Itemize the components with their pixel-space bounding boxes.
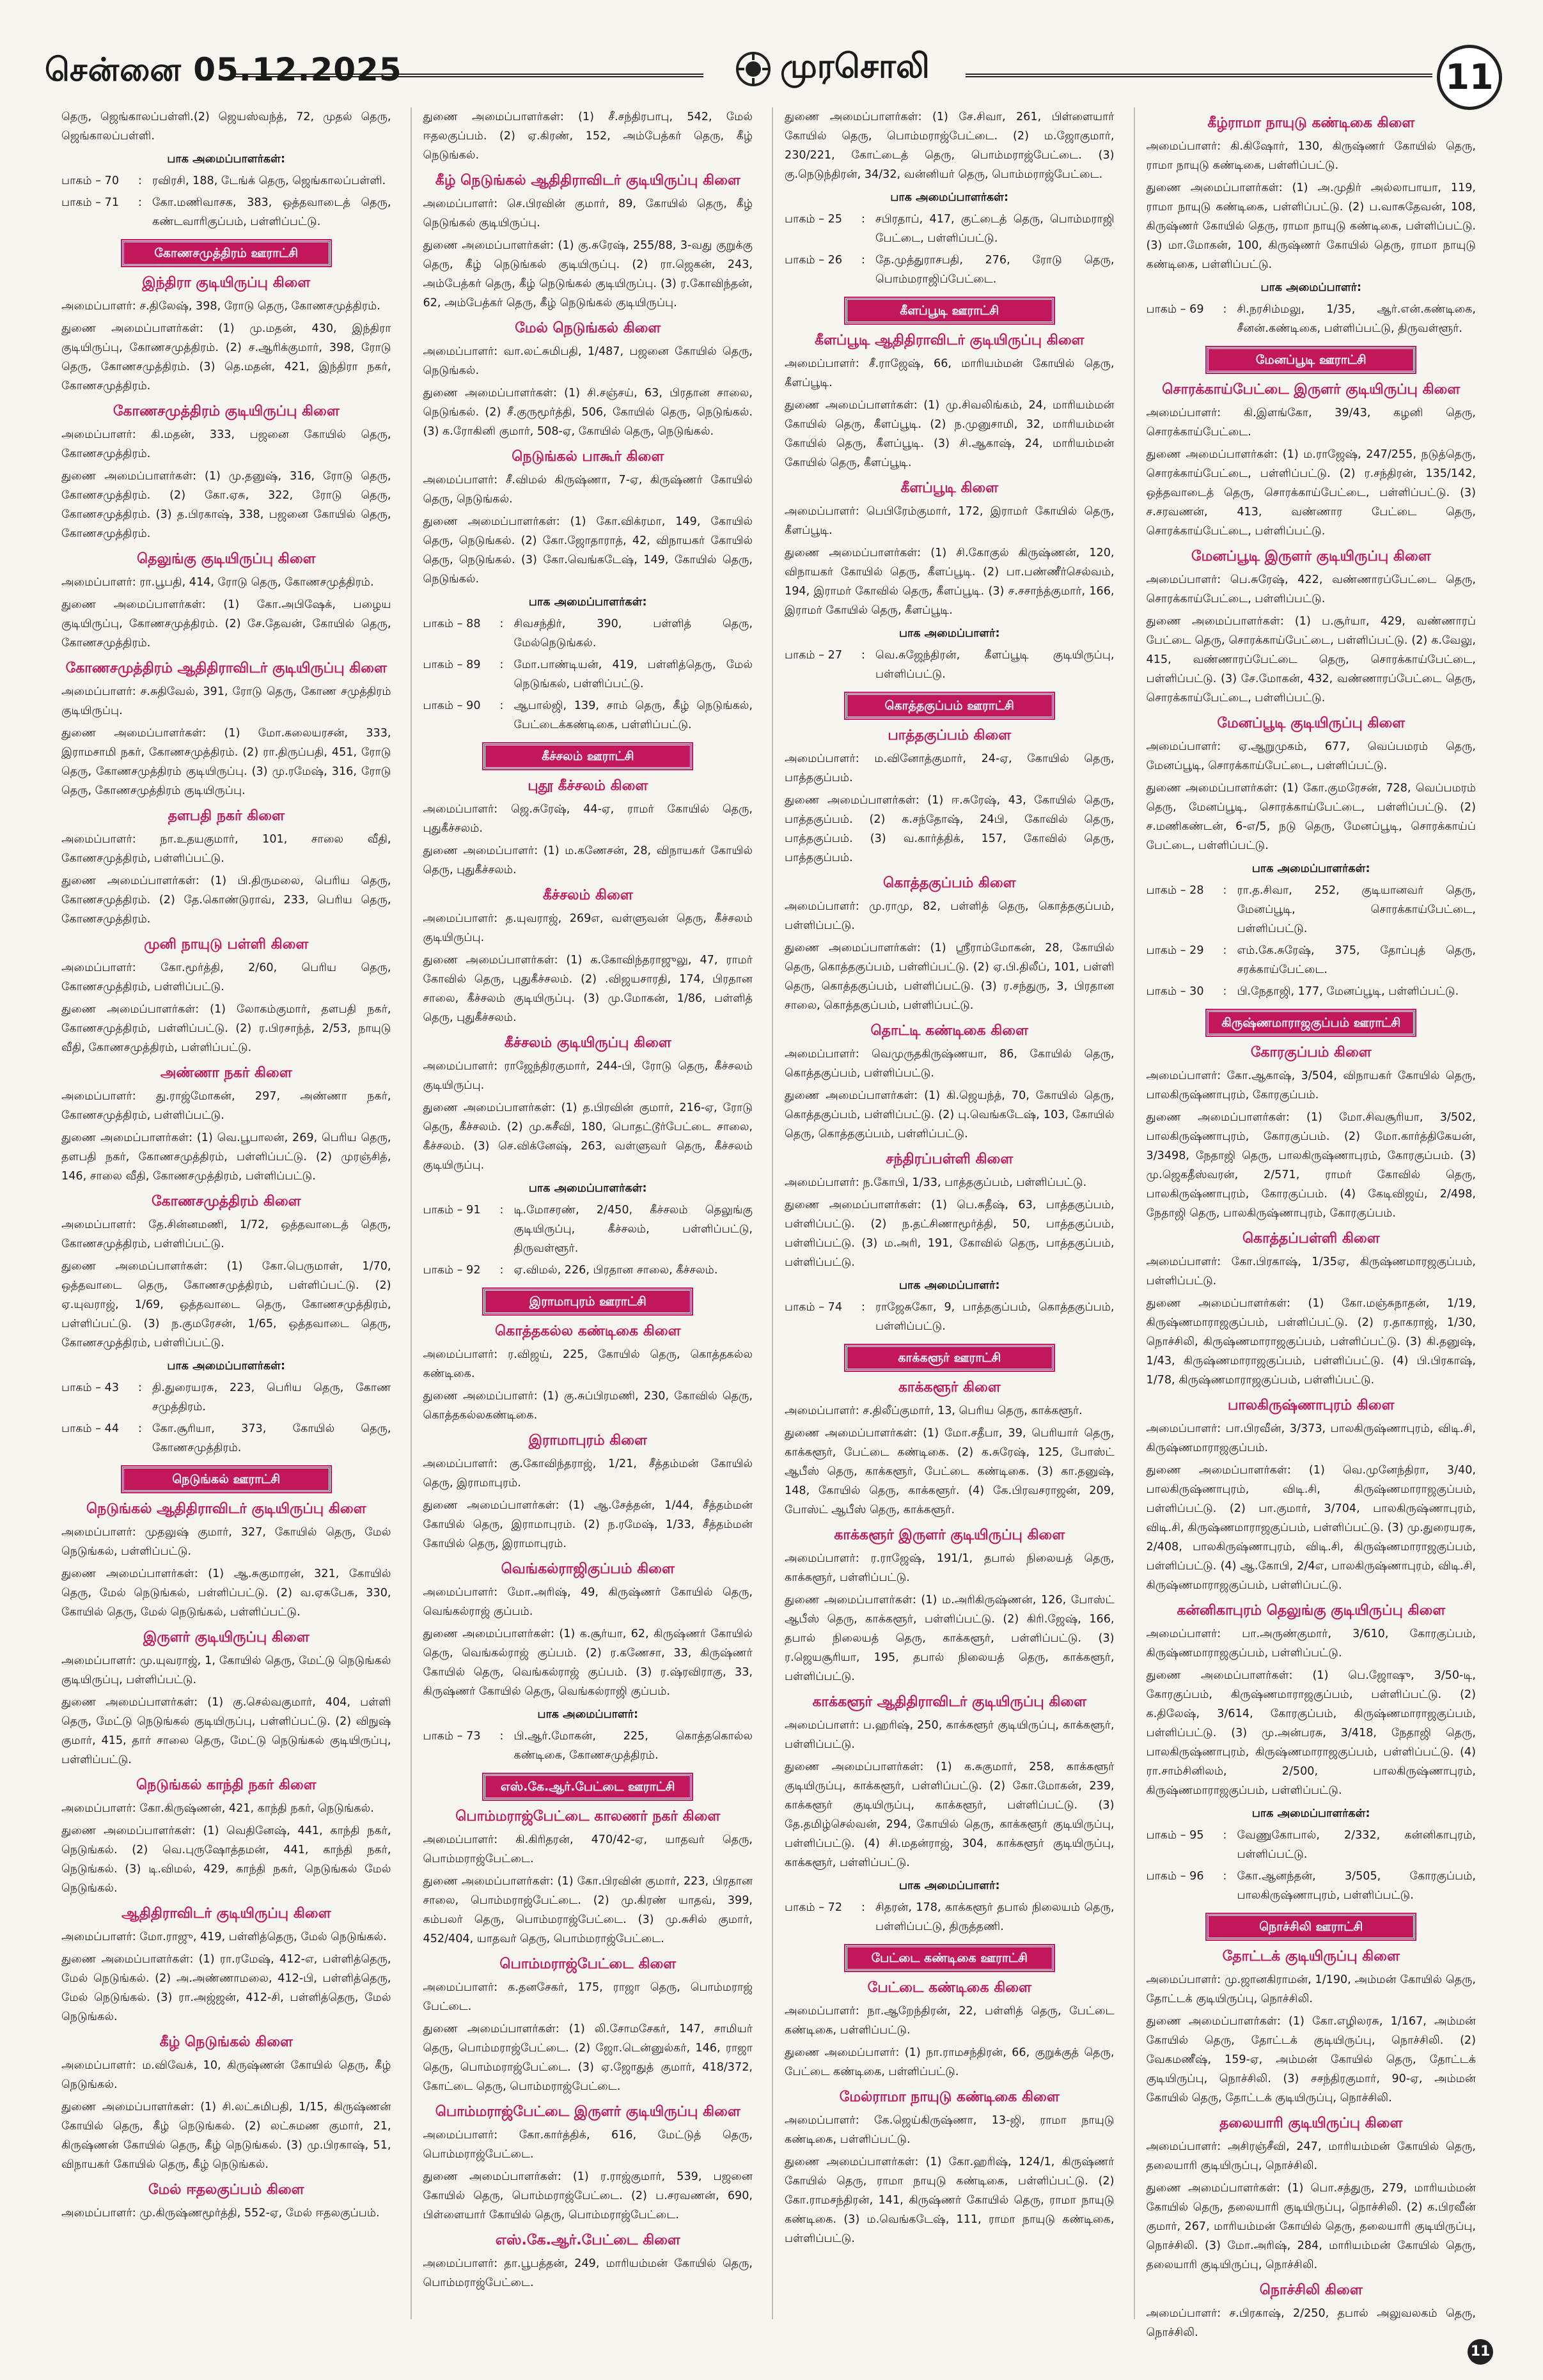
bagam-text: பி.நேதாஜி, 177, மேனப்பூடி, பள்ளிப்பட்டு. [1237,985,1459,998]
paragraph: அமைப்பாளர்: கோ.மூர்த்தி, 2/60, பெரிய தெரு, கோணசமுத்திரம், பள்ளிப்பட்டு. [61,961,391,993]
panchayat-banner: மேனப்பூடி ஊராட்சி [1207,347,1415,373]
paragraph: அமைப்பாளர்: நா.உதயகுமார், 101, சாலை வீதி, கோணசமுத்திரம், பள்ளிப்பட்டு. [61,833,391,865]
branch-heading: கீச்சலம் குடியிருப்பு கிளை [504,1035,671,1051]
branch-heading: கீச்சலம் கிளை [542,887,633,903]
article-columns [61,107,1481,2339]
bagam-text: வேணுகோபால், 2/332, கன்னிகாபுரம், பள்ளிப்பட்டு. [1237,1829,1476,1861]
branch-heading: தெலுங்கு குடியிருப்பு கிளை [137,551,316,567]
panchayat-banner: கிருஷ்ணமாராஜகுப்பம் ஊராட்சி [1207,1010,1415,1036]
paragraph: துணை அமைப்பாளர்கள்: (1) சி.லட்சுமிபதி, 1/15, கிருஷ்ணன் கோயில் தெரு, கீழ் நெடுங்கல். (2) லட்சுமண குமார், 21, கிருஷ்ணன் கோயில் தெரு, கீழ் நெடுங்கல். (3) மு.பிரகாஷ், 51, விநாயகர் கோயில் தெரு, கீழ் நெடுங்கல். [61,2101,391,2171]
section-label: பாக அமைப்பாளர்கள்: [167,1360,286,1373]
paragraph: அமைப்பாளர்: கி.கிரிதரன், 470/42-ஏ, யாதவர் தெரு, பொம்மராஜ்பேட்டை. [423,1833,753,1865]
paragraph: அமைப்பாளர்: மு.ஜானகிராமன், 1/190, அம்மன் கோயில் தெரு, தோட்டக் குடியிருப்பு, நொச்சிலி. [1146,1973,1476,2005]
bagam-number: பாகம் – 69 [1146,303,1204,316]
bagam-row: பாகம் – 30 : பி.நேதாஜி, 177, மேனப்பூடி, பள்ளிப்பட்டு. [1147,982,1476,1001]
bagam-number: பாகம் – 72 [785,1901,843,1914]
bagam-row: பாகம் – 72 : சிதரன், 178, காக்களூர் தபால் நிலையம் தெரு, பள்ளிப்பட்டு, திருத்தணி. [785,1898,1115,1936]
paragraph: தெரு, ஜெங்காலப்பள்ளி.(2) ஜெயஸ்வந்த், 72, முதல் தெரு, ஜெங்காலப்பள்ளி. [61,111,391,143]
paragraph: துணை அமைப்பாளர்கள்: (1) ஸ்ரீராம்மோகன், 28, கோயில் தெரு, கொத்தகுப்பம், பள்ளிப்பட்டு. (2) ஏ.பி.திலீப், 101, பள்ளி தெரு, கொத்தகுப்பம், பள்ளிப்பட்டு. (3) ர.சந்துரு, 3, பிரதான சாலை, கொத்தகுப்பம், பள்ளிப்பட்டு. [785,942,1115,1012]
paragraph: துணை அமைப்பாளர்கள்: (1) சே.சிவா, 261, பிள்ளையார் கோயில் தெரு, பொம்மராஜ்பேட்டை. (2) ம.ஜோகுமார், 230/221, கோட்டைத் தெரு, பொம்மராஜ்பேட்டை. (3) கு.நெடுந்திரன், 34/32, வன்னியர் தெரு, பொம்மராஜ்பேட்டை. [785,111,1115,181]
section-label: பாக அமைப்பாளர்கள்: [1251,1807,1370,1820]
page-number-badge: 11 [1437,45,1502,110]
bagam-row: பாகம் – 91 : டி.மோசரண், 2/450, கீச்சலம் தெலுங்கு குடியிருப்பு, கீச்சலம், பள்ளிப்பட்டு, திருவள்ளூர். [423,1201,753,1258]
branch-heading: இராமாபுரம் கிளை [528,1433,647,1449]
paragraph: அமைப்பாளர்: பெ.சுரேஷ், 422, வண்ணாரப்பேட்டை தெரு, சொரக்காய்பேட்டை, பள்ளிப்பட்டு. [1146,573,1476,605]
paragraph: துணை அமைப்பாளர்கள்: (1) கோ.மஞ்சுநாதன், 1/19, கிருஷ்ணமாராஜகுப்பம், பள்ளிப்பட்டு. (2) ர.தாகராஜ், 1/30, நொச்சிலி, கிருஷ்ணமாராஜகுப்பம், பள்ளிப்பட்டு. (3) கி.தனுஷ், 1/43, கிருஷ்ணமாராஜகுப்பம், பள்ளிப்பட்டு. (4) பி.பிரகாஷ், 1/78, கிருஷ்ணமாராஜகுப்பம், பள்ளிப்பட்டு. [1146,1297,1476,1387]
bagam-row: பாகம் – 25 : சபிரதாப், 417, குட்டைத் தெரு, பொம்மராஜி பேட்டை, பள்ளிப்பட்டு. [785,210,1115,248]
bagam-text: சிவசந்திர், 390, பள்ளித் தெரு, மேல்நெடுங்கல். [513,618,753,649]
paragraph: அமைப்பாளர்: மு.ராமு, 82, பள்ளித் தெரு, கொத்தகுப்பம், பள்ளிப்பட்டு. [785,900,1115,932]
bagam-number: பாகம் – 89 [423,658,481,671]
bagam-text: சி.நரசிம்மலு, 1/35, ஆர்.என்.கண்டிகை, சீனன்.கண்டிகை, பள்ளிப்பட்டு, திருவள்ளூர். [1237,303,1476,335]
paragraph: அமைப்பாளர்: ந.கோபி, 1/33, பாத்தகுப்பம், பள்ளிப்பட்டு. [785,1176,1087,1189]
paragraph: துணை அமைப்பாளர்: (1) நா.ராமசந்திரன், 66, குறுக்குத் தெரு, பேட்டை கண்டிகை, பள்ளிப்பட்டு. [785,2046,1115,2078]
paragraph: அமைப்பாளர்: ம.வினோத்குமார், 24-ஏ, கோயில் தெரு, பாத்தகுப்பம். [785,752,1115,784]
panchayat-banner: கீளப்பூடி ஊராட்சி [845,298,1054,323]
paragraph: துணை அமைப்பாளர்கள்: (1) சி.சஞ்சய், 63, பிரதான சாலை, நெடுங்கல். (2) சீ.குருமூர்த்தி, 506, கோயில் தெரு, நெடுங்கல். (3) க.ரோகினி குமார், 508-ஏ, கோயில் தெரு, நெடுங்கல். [423,387,753,438]
paragraph: அமைப்பாளர்: ர.விஜய், 225, கோயில் தெரு, கொத்தகல்ல கண்டிகை. [423,1348,753,1380]
paragraph: அமைப்பாளர்: தே.சின்னமணி, 1/72, ஒத்தவாடைத் தெரு, கோணசமுத்திரம், பள்ளிப்பட்டு. [61,1218,391,1250]
bagam-row: பாகம் – 29 : எம்.கே.சுரேஷ், 375, தோப்புத் தெரு, சரக்காய்பேட்டை. [1147,941,1476,979]
paragraph: துணை அமைப்பாளர்கள்: (1) லோகம்குமார், தளபதி நகர், கோணசமுத்திரம், பள்ளிப்பட்டு. (2) ர.பிரசாந்த், 2/53, நாயுடு வீதி, கோணசமுத்திரம், பள்ளிப்பட்டு. [61,1003,391,1054]
branch-heading: பாலகிருஷ்ணாபுரம் கிளை [1228,1397,1395,1413]
bagam-row: பாகம் – 88 : சிவசந்திர், 390, பள்ளித் தெரு, மேல்நெடுங்கல். [423,614,753,653]
section-label: பாக அமைப்பாளர்: [898,1279,1000,1292]
branch-heading: நெடுங்கல் காந்தி நகர் கிளை [136,1777,317,1793]
branch-heading: நொச்சிலி கிளை [1259,2282,1363,2298]
branch-heading: கன்னிகாபுரம் தெலுங்கு குடியிருப்பு கிளை [1177,1603,1446,1619]
bagam-text: ரவிரசி, 188, டேங்க் தெரு, ஜெங்காலப்பள்ளி. [152,175,386,187]
bagam-number: பாகம் – 74 [785,1301,843,1314]
brand-name: முரசொலி [780,47,930,86]
column-3 [772,107,1120,2319]
column-2 [411,107,758,2319]
paragraph: துணை அமைப்பாளர்கள்: (1) ஆ.சுகுமாரன், 321, கோயில் தெரு, மேல் நெடுங்கல், பள்ளிப்பட்டு. (2) வ.ஏசுபேசு, 330, கோயில் தெரு, மேல் நெடுங்கல், பள்ளிப்பட்டு. [61,1567,391,1619]
bagam-number: பாகம் – 91 [423,1204,481,1217]
bagam-text: கோ.மணிவாசக, 383, ஒத்தவாடைத் தெரு, கண்டவாரிகுப்பம், பள்ளிப்பட்டு. [152,196,391,228]
branch-heading: சொரக்காய்பேட்டை இருளர் குடியிருப்பு கிளை [1162,382,1461,398]
bagam-number: பாகம் – 44 [61,1422,120,1435]
bagam-text: கோ.ஆனந்தன், 3/505, கோரகுப்பம், பாலகிருஷ்ணாபுரம், பள்ளிப்பட்டு. [1237,1870,1476,1902]
branch-heading: காக்களூர் ஆதிதிராவிடர் குடியிருப்பு கிளை [812,1694,1087,1710]
bagam-row: பாகம் – 43 : தி.துரையரசு, 223, பெரிய தெரு, கோண சமுத்திரம். [61,1378,391,1417]
bagam-row: பாகம் – 90 : ஆபால்ஜி, 139, சாம் தெரு, கீழ் நெடுங்கல், பேட்டைக்கண்டிகை, பள்ளிப்பட்டு. [423,696,753,735]
section-label: பாக அமைப்பாளர்கள்: [1251,862,1370,875]
paragraph: துணை அமைப்பாளர்: (1) ம.கணேசன், 28, விநாயகர் கோயில் தெரு, புதுகீச்சலம். [423,844,753,876]
bagam-row: பாகம் – 26 : தே.முத்துராசபதி, 276, ரோடு தெரு, பொம்மராஜிப்பேட்டை. [785,251,1115,289]
branch-heading: நெடுங்கல் பாகூர் கிளை [512,449,664,465]
branch-heading: பேட்டை கண்டிகை கிளை [867,1980,1031,1996]
bagam-row: பாகம் – 96 : கோ.ஆனந்தன், 3/505, கோரகுப்பம், பாலகிருஷ்ணாபுரம், பள்ளிப்பட்டு. [1147,1867,1476,1905]
paragraph: அமைப்பாளர்: மோ.ராஜு, 419, பள்ளித்தெரு, மேல் நெடுங்கல். [61,1931,387,1943]
paragraph: துணை அமைப்பாளர்கள்: (1) கோ.விக்ரமா, 149, கோயில் தெரு, நெடுங்கல். (2) கோ.ஜோதாராத், 42, விநாயகர் கோயில் தெரு, நெடுங்கல். (3) கோ.வெங்கடேஷ், 149, கோயில் தெரு, நெடுங்கல். [423,515,753,586]
bagam-number: பாகம் – 25 [785,213,843,226]
paragraph: துணை அமைப்பாளர்கள்: (1) கோ.எழிலரசு, 1/167, அம்மன் கோயில் தெரு, தோட்டக் குடியிருப்பு, நொச்சிலி. (2) வேகமணீஷ், 159-ஏ, அம்மன் கோயில் தெரு, தோட்டக் குடியிருப்பு, நொச்சிலி. (3) சசந்திரகுமார், 90-ஏ, அம்மன் கோயில் தெரு, தோட்டக் குடியிருப்பு, நொச்சிலி. [1146,2015,1476,2104]
newspaper-brand [735,47,930,90]
paragraph: அமைப்பாளர்: கோ.கிருஷ்ணன், 421, காந்தி நகர், நெடுங்கல். [61,1802,374,1815]
branch-heading: பொம்மராஜ்பேட்டை கிளை [499,1956,677,1972]
paragraph: அமைப்பாளர்: அசிரஞ்சீவி, 247, மாரியம்மன் கோயில் தெரு, தலையாரி குடியிருப்பு, நொச்சிலி. [1146,2140,1476,2172]
branch-heading: மேல் ஈதலகுப்பம் கிளை [148,2182,304,2198]
branch-heading: கீழ் நெடுங்கல் ஆதிதிராவிடர் குடியிருப்பு கிளை [435,173,740,189]
paragraph: துணை அமைப்பாளர்கள்: (1) அ.முதிர் அல்லாபாயா, 119, ராமா நாயுடு கண்டிகை, பள்ளிப்பட்டு. (2) ப.வாசுதேவன், 108, கிருஷ்ணர் கோயில் தெரு, ராமா நாயுடு கண்டிகை, பள்ளிப்பட்டு. (3) மா.மோகன், 100, கிருஷ்ணர் கோயில் தெரு, ராமா நாயுடு கண்டிகை, பள்ளிப்பட்டு. [1146,182,1476,271]
footer-page-number: 11 [1468,2339,1493,2365]
paragraph: அமைப்பாளர்: மு.யுவராஜ், 1, கோயில் தெரு, மேட்டு நெடுங்கல் குடியிருப்பு, பள்ளிப்பட்டு. [61,1654,391,1686]
paragraph: அமைப்பாளர்: ரா.பூபதி, 414, ரோடு தெரு, கோணசமுத்திரம். [61,576,374,589]
paragraph: அமைப்பாளர்: கி.கிஷோர், 130, கிருஷ்ணர் கோயில் தெரு, ராமா நாயுடு கண்டிகை, பள்ளிப்பட்டு. [1146,140,1476,172]
paragraph: அமைப்பாளர்: மு.கிருஷ்ணமூர்த்தி, 552-ஏ, மேல் ஈதலகுப்பம். [61,2207,380,2220]
paragraph: அமைப்பாளர்: கோ.கார்த்திக், 616, மேட்டுத் தெரு, பொம்மராஜ்பேட்டை. [423,2129,753,2161]
bagam-number: பாகம் – 29 [1146,944,1204,957]
sun-logo-icon [735,51,771,87]
panchayat-banner: பேட்டை கண்டிகை ஊராட்சி [845,1945,1054,1971]
branch-heading: கோரகுப்பம் கிளை [1250,1045,1372,1061]
paragraph: அமைப்பாளர்: ப.ஹரிஷ், 250, காக்களூர் குடியிருப்பு, காக்களூர், பள்ளிப்பட்டு. [785,1719,1115,1751]
paragraph: துணை அமைப்பாளர்கள்: (1) ஆ.சேத்தன், 1/44, சீத்தம்மன் கோயில் தெரு, இராமாபுரம். (2) ந.ரமேஷ், 1/33, சீத்தம்மன் கோயில் தெரு, இராமாபுரம். [423,1499,753,1550]
paragraph: துணை அமைப்பாளர்கள்: (1) ர.ராஜ்குமார், 539, பஜனை கோயில் தெரு, பொம்மராஜ்பேட்டை. (2) ப.சரவணன், 690, பிள்ளையார் கோயில் தெரு, பொம்மராஜ்பேட்டை. [423,2170,753,2221]
panchayat-banner: கொத்தகுப்பம் ஊராட்சி [845,693,1054,719]
bagam-row: பாகம் – 44 : கோ.சூரியா, 373, கோயில் தெரு, கோணசமுத்திரம். [61,1419,391,1458]
bagam-number: பாகம் – 71 [61,196,120,209]
branch-heading: கீழ் நெடுங்கல் கிளை [159,2034,293,2050]
paragraph: துணை அமைப்பாளர்கள்: (1) மு.சிவலிங்கம், 24, மாரியம்மன் கோயில் தெரு, கீளப்பூடி. (2) ந.முனுசாமி, 32, மாரியம்மன் கோயில் தெரு, கீளப்பூடி. (3) சி.ஆகாஷ், 24, மாரியம்மன் கோயில் தெரு, கீளப்பூடி. [785,399,1115,469]
branch-heading: முனி நாயுடு பள்ளி கிளை [144,937,309,953]
paragraph: அமைப்பாளர்: ஜெ.சுரேஷ், 44-ஏ, ராமர் கோயில் தெரு, புதுகீச்சலம். [423,803,753,835]
bagam-text: தி.துரையரசு, 223, பெரிய தெரு, கோண சமுத்திரம். [152,1381,391,1413]
branch-heading: கீழ்ராமா நாயுடு கண்டிகை கிளை [1207,115,1415,131]
paragraph: துணை அமைப்பாளர்கள்: (1) க.சூர்யா, 62, கிருஷ்ணர் கோயில் தெரு, வெங்கல்ராஜ் குப்பம். (2) ர.கணேசா, 33, கிருஷ்ணர் கோயில் தெரு, வெங்கல்ராஜ் குப்பம். (3) ர.ஷ்ரவிராகு, 33, கிருஷ்ணர் கோயில் தெரு, வெங்கல்ராஜி குப்பம். [423,1628,753,1698]
masthead-rule-right [966,74,1432,77]
bagam-text: கோ.சூரியா, 373, கோயில் தெரு, கோணசமுத்திரம். [152,1422,391,1454]
paragraph: அமைப்பாளர்: ராஜேந்திரகுமார், 244-பி, ரோடு தெரு, கீச்சலம் குடியிருப்பு. [423,1060,753,1092]
paragraph: துணை அமைப்பாளர்கள்: (1) க.கோவிந்தராஜுலு, 47, ராமர் கோவில் தெரு, புதுகீச்சலம். (2) .விஜயசாரதி, 174, பிரதான சாலை, கீச்சலம் குடியிருப்பு. (3) மு.மோகன், 1/86, பள்ளித் தெரு, புதுகீச்சலம். [423,954,753,1024]
paragraph: அமைப்பாளர்: கோ.பிரகாஷ், 1/35ஏ, கிருஷ்ணமாரஜகுப்பம், பள்ளிப்பட்டு. [1146,1256,1476,1287]
paragraph: அமைப்பாளர்: த.யுவராஜ், 269எ, வள்ளுவன் தெரு, கீச்சலம் குடியிருப்பு. [423,912,753,944]
bagam-number: பாகம் – 27 [785,649,843,662]
paragraph: துணை அமைப்பாளர்கள்: (1) பொ.சத்துரு, 279, மாரியம்மன் கோயில் தெரு, தலையாரி குடியிருப்பு, நொச்சிலி. (2) க.பிரவீன் குமார், 267, மாரியம்மன் கோயில் தெரு, தலையாரி குடியிருப்பு, நொச்சிலி. (3) மோ.அரிஷ், 284, மாரியம்மன் கோயில் தெரு, தலையாரி குடியிருப்பு, நொச்சிலி. [1146,2182,1476,2271]
branch-heading: காக்களூர் கிளை [898,1380,1001,1396]
paragraph: துணை அமைப்பாளர்கள்: (1) மோ.கலையரசன், 333, இராமசாமி நகர், கோணசமுத்திரம். (2) ரா.திருப்பதி, 451, ரோடு தெரு, கோணசமுத்திரம் குடியிருப்பு. (3) மு.ரமேஷ், 316, ரோடு தெரு, கோணசமுத்திரம் குடியிருப்பு. [61,727,391,797]
paragraph: அமைப்பாளர்: வா.லட்சுமிபதி, 1/487, பஜனை கோயில் தெரு, நெடுங்கல். [423,345,753,377]
bagam-row: பாகம் – 89 : மோ.பாண்டியன், 419, பள்ளித்தெரு, மேல் நெடுங்கல், பள்ளிப்பட்டு. [423,655,753,694]
paragraph: அமைப்பாளர்: ச.சுதிவேல், 391, ரோடு தெரு, கோண சமுத்திரம் குடியிருப்பு. [61,685,391,717]
paragraph: துணை அமைப்பாளர்கள்: (1) பெ.சுதீஷ், 63, பாத்தகுப்பம், பள்ளிப்பட்டு. (2) ந.தட்சிணாமூர்த்தி, 50, பாத்தகுப்பம், பள்ளிப்பட்டு. (3) ம.அரி, 191, கோவில் தெரு, பாத்தகுப்பம், பள்ளிப்பட்டு. [785,1199,1115,1269]
panchayat-banner: நெடுங்கல் ஊராட்சி [122,1466,331,1492]
section-label: பாக அமைப்பாளர்கள்: [528,596,647,609]
section-label: பாக அமைப்பாளர்கள்: [528,1182,647,1195]
panchayat-banner: எஸ்.கே.ஆர்.பேட்டை ஊராட்சி [483,1774,692,1800]
paragraph: அமைப்பாளர்: கி.மதன், 333, பஜனை கோயில் தெரு, கோணசமுத்திரம். [61,428,391,460]
paragraph: துணை அமைப்பாளர்: (1) கு.சுப்பிரமணி, 230, கோவில் தெரு, கொத்தகல்லகண்டிகை. [423,1390,753,1422]
paragraph: துணை அமைப்பாளர்கள்: (1) வெ.முனேந்திரா, 3/40, பாலகிருஷ்ணாபுரம், விடி.சி, கிருஷ்ணமாராஜகுப்பம், பள்ளிப்பட்டு. (2) பா.குமார், 3/704, பாலகிருஷ்ணாபுரம், விடி.சி, கிருஷ்ணமாராஜகுப்பம், பள்ளிப்பட்டு. (3) மு.துரையரசு, 2/408, பாலகிருஷ்ணாபுரம், விடி.சி, கிருஷ்ணமாராஜகுப்பம், பள்ளிப்பட்டு. (4) ஆ.கோபி, 2/4எ, பாலகிருஷ்ணாபுரம், விடி.சி, கிருஷ்ணமாராஜகுப்பம், பள்ளிப்பட்டு. [1146,1464,1476,1592]
section-label: பாக அமைப்பாளர்: [537,1708,638,1721]
paragraph: அமைப்பாளர்: கோ.ஆகாஷ், 3/504, விநாயகர் கோயில் தெரு, பாலகிருஷ்ணாபுரம், கோரகுப்பம். [1146,1069,1476,1101]
branch-heading: மேனப்பூடி குடியிருப்பு கிளை [1217,715,1406,731]
paragraph: துணை அமைப்பாளர்கள்: (1) ப.சூர்யா, 429, வண்ணாரப் பேட்டை தெரு, சொரக்காய்பேட்டை, பள்ளிப்பட்டு. (2) க.வேலு, 415, வண்ணாரப்பேட்டை தெரு, சொரக்காய்பேட்டை, பள்ளிப்பட்டு. (3) சே.மோகன், 432, வண்ணாரப்பேட்டை தெரு, சொரக்காய்பேட்டை, பள்ளிப்பட்டு. [1146,615,1476,704]
panchayat-banner: காக்களூர் ஊராட்சி [845,1345,1054,1371]
bagam-row: பாகம் – 73 : பி.ஆர்.மோகன், 225, கொத்தகொல்ல கண்டிகை, கோணசமுத்திரம். [423,1727,753,1765]
branch-heading: பாத்தகுப்பம் கிளை [888,727,1012,743]
bagam-number: பாகம் – 43 [61,1381,120,1394]
paragraph: அமைப்பாளர்: செ.பிரவின் குமார், 89, கோயில் தெரு, கீழ் நெடுங்கல் குடியிருப்பு. [423,198,753,229]
paragraph: துணை அமைப்பாளர்கள்: (1) க.சுகுமார், 258, காக்களூர் குடியிருப்பு, காக்களூர், பள்ளிப்பட்டு. (2) கோ.மோகன், 239, காக்களூர் குடியிருப்பு, காக்களூர், பள்ளிப்பட்டு. (3) தே.தமிழ்செல்வன், 294, கோயில் தெரு, காக்களூர் குடியிருப்பு, பள்ளிப்பட்டு. (4) சி.மதன்ராஜ், 304, காக்களூர் குடியிருப்பு, காக்களூர், பள்ளிப்பட்டு. [785,1761,1115,1869]
branch-heading: தொட்டி கண்டிகை கிளை [870,1023,1028,1039]
branch-heading: சந்திரப்பள்ளி கிளை [886,1151,1014,1167]
bagam-row: பாகம் – 70 : ரவிரசி, 188, டேங்க் தெரு, ஜெங்காலப்பள்ளி. [61,171,391,191]
paragraph: அமைப்பாளர்: க.தனசேகர், 175, ராஜா தெரு, பொம்மராஜ் பேட்டை. [423,1981,753,2013]
paragraph: அமைப்பாளர்: ம.விவேக், 10, கிருஷ்ணன் கோயில் தெரு, கீழ் நெடுங்கல். [61,2059,391,2091]
masthead [38,45,1505,115]
bagam-number: பாகம் – 92 [423,1264,481,1277]
bagam-text: எம்.கே.சுரேஷ், 375, தோப்புத் தெரு, சரக்காய்பேட்டை. [1237,944,1476,976]
paragraph: அமைப்பாளர்: தா.பூபத்தன், 249, மாரியம்மன் கோயில் தெரு, பொம்மராஜ்பேட்டை. [423,2257,753,2289]
branch-heading: தலையாரி குடியிருப்பு கிளை [1219,2115,1403,2131]
paragraph: அமைப்பாளர்: பா.அருண்குமார், 3/610, கோரகுப்பம், கிருஷ்ணமாராஜகுப்பம், பள்ளிப்பட்டு. [1146,1628,1476,1660]
bagam-row: பாகம் – 71 : கோ.மணிவாசக, 383, ஒத்தவாடைத் தெரு, கண்டவாரிகுப்பம், பள்ளிப்பட்டு. [61,193,391,231]
paragraph: துணை அமைப்பாளர்கள்: (1) த.பிரவின் குமார், 216-ஏ, ரோடு தெரு, கீச்சலம். (2) மு.சுசீவி, 180, பொதட்டூர்பேட்டை சாலை, கீச்சலம். (3) செ.விக்னேஷ், 263, வள்ளுவர் தெரு, கீச்சலம் குடியிருப்பு. [423,1101,753,1172]
branch-heading: நெடுங்கல் ஆதிதிராவிடர் குடியிருப்பு கிளை [86,1501,366,1517]
paragraph: துணை அமைப்பாளர்கள்: (1) கு.சுரேஷ், 255/88, 3-வது குறுக்கு தெரு, கீழ் நெடுங்கல் குடியிருப்பு. (2) ரா.ஜெகன், 243, அம்பேத்கர் தெரு, கீழ் நெடுங்கல் குடியிருப்பு. (3) ர.கோவிந்தன், 62, அம்பேத்கர் தெரு, கீழ் நெடுங்கல் குடியிருப்பு. [423,239,753,309]
branch-heading: தளபதி நகர் கிளை [168,808,285,824]
paragraph: துணை அமைப்பாளர்கள்: (1) மோ.சிவசூரியா, 3/502, பாலகிருஷ்ணாபுரம், கோரகுப்பம். (2) மோ.கார்த்திகேயன், 3/3498, நேதாஜி தெரு, பாலகிருஷ்ணாபுரம், கோரகுப்பம். (3) மு.ஜெகதீஸ்வரன், 2/571, ராமர் கோவில் தெரு, பாலகிருஷ்ணாபுரம், கோரகுப்பம். (4) கேடிவிஜய், 2/498, நேதாஜி தெரு, பாலகிருஷ்ணாபுரம், கோரகுப்பம். [1146,1111,1476,1220]
bagam-text: ஆபால்ஜி, 139, சாம் தெரு, கீழ் நெடுங்கல், பேட்டைக்கண்டிகை, பள்ளிப்பட்டு. [513,699,753,731]
branch-heading: இந்திரா குடியிருப்பு கிளை [142,275,311,291]
bagam-number: பாகம் – 88 [423,618,481,630]
branch-heading: கோணசமுத்திரம் குடியிருப்பு கிளை [113,403,340,419]
section-label: பாக அமைப்பாளர்கள்: [167,153,286,166]
paragraph: துணை அமைப்பாளர்கள்: (1) கோ.பெருமாள், 1/70, ஒத்தவாடை தெரு, கோணசமுத்திரம், பள்ளிப்பட்டு. (2) ஏ.யுவராஜ், 1/69, ஒத்தவாடை தெரு, கோணசமுத்திரம், பள்ளிப்பட்டு. (3) ந.குமரேசன், 1/65, ஒத்தவாடை தெரு, கோணசமுத்திரம், பள்ளிப்பட்டு. [61,1260,391,1349]
branch-heading: மேல்ராமா நாயுடு கண்டிகை கிளை [839,2089,1060,2105]
bagam-text: டி.மோசரண், 2/450, கீச்சலம் தெலுங்கு குடியிருப்பு, கீச்சலம், பள்ளிப்பட்டு, திருவள்ளூர். [513,1204,753,1255]
branch-heading: புதூ கீச்சலம் கிளை [528,778,648,794]
bagam-row: பாகம் – 28 : ரா.த.சிவா, 252, குடியானவர் தெரு, மேனப்பூடி, சொரக்காய்பேட்டை, பள்ளிப்பட்டு. [1147,881,1476,938]
branch-heading: காக்களூர் இருளர் குடியிருப்பு கிளை [834,1527,1065,1543]
paragraph: அமைப்பாளர்: ச.திலேஷ், 398, ரோடு தெரு, கோணசமுத்திரம். [61,300,380,313]
branch-heading: கோணசமுத்திரம் ஆதிதிராவிடர் குடியிருப்பு கிளை [65,660,387,676]
paragraph: துணை அமைப்பாளர்கள்: (1) மு.தனுஷ், 316, ரோடு தெரு, கோணசமுத்திரம். (2) கோ.ஏசு, 322, ரோடு தெரு, கோணசமுத்திரம். (3) த.பிரகாஷ், 338, பஜனை கோயில் தெரு, கோணசமுத்திரம். [61,470,391,540]
bagam-row: பாகம் – 69 : சி.நரசிம்மலு, 1/35, ஆர்.என்.கண்டிகை, சீனன்.கண்டிகை, பள்ளிப்பட்டு, திருவள்ளூர். [1147,300,1476,338]
paragraph: துணை அமைப்பாளர்கள்: (1) ம.அரிகிருஷ்ணன், 126, போஸ்ட் ஆபீஸ் தெரு, காக்களூர், பள்ளிப்பட்டு. (2) கிரி.ஜேஷ், 166, தபால் நிலையத் தெரு, காக்களூர், பள்ளிப்பட்டு. (3) ர.ஜெயசூரியா, 195, தபால் நிலையத் தெரு, காக்களூர், பள்ளிப்பட்டு. [785,1594,1115,1683]
paragraph: அமைப்பாளர்: து.ராஜ்மோகன், 297, அண்ணா நகர், கோணசமுத்திரம், பள்ளிப்பட்டு. [61,1090,391,1122]
paragraph: துணை அமைப்பாளர்கள்: (1) கு.செல்வகுமார், 404, பள்ளி தெரு, மேட்டு நெடுங்கல் குடியிருப்பு, பள்ளிப்பட்டு. (2) விநுஷ் குமார், 415, தார் சாலை தெரு, மேட்டு நெடுங்கல் குடியிருப்பு, பள்ளிப்பட்டு. [61,1696,391,1766]
column-4 [1134,107,1482,2339]
branch-heading: தோட்டக் குடியிருப்பு கிளை [1222,1948,1400,1964]
bagam-number: பாகம் – 30 [1146,985,1204,998]
branch-heading: எஸ்.கே.ஆர்.பேட்டை கிளை [495,2232,680,2248]
paragraph: அமைப்பாளர்: நா.ஆறேந்திரன், 22, பள்ளித் தெரு, பேட்டை கண்டிகை, பள்ளிப்பட்டு. [785,2005,1115,2037]
branch-heading: மேனப்பூடி இருளர் குடியிருப்பு கிளை [1191,548,1431,564]
branch-heading: கீளப்பூடி ஆதிதிராவிடர் குடியிருப்பு கிளை [815,332,1085,348]
paragraph: அமைப்பாளர்: கி.இளங்கோ, 39/43, கழனி தெரு, சொரக்காய்பேட்டை. [1146,407,1476,439]
branch-heading: அண்ணா நகர் கிளை [160,1065,292,1081]
paragraph: அமைப்பாளர்: பா.பிரவீன், 3/373, பாலகிருஷ்ணாபுரம், விடி.சி, கிருஷ்ணமாராஜகுப்பம். [1146,1422,1476,1454]
bagam-text: ரா.த.சிவா, 252, குடியானவர் தெரு, மேனப்பூடி, சொரக்காய்பேட்டை, பள்ளிப்பட்டு. [1237,884,1476,935]
section-label: பாக அமைப்பாளர்: [898,627,1000,640]
paragraph: அமைப்பாளர்: கு.கோவிந்தராஜ், 1/21, சீத்தம்மன் கோயில் தெரு, இராமாபுரம். [423,1458,753,1489]
bagam-row: பாகம் – 27 : வெ.சுஜேந்திரன், கீளப்பூடி குடியிருப்பு, பள்ளிப்பட்டு. [785,646,1115,684]
paragraph: அமைப்பாளர்: முதலுஷ் குமார், 327, கோயில் தெரு, மேல் நெடுங்கல், பள்ளிப்பட்டு. [61,1526,391,1558]
bagam-number: பாகம் – 70 [61,175,120,187]
branch-heading: மேல் நெடுங்கல் கிளை [515,320,661,336]
bagam-text: சிதரன், 178, காக்களூர் தபால் நிலையம் தெரு, பள்ளிப்பட்டு, திருத்தணி. [875,1901,1115,1933]
paragraph: துணை அமைப்பாளர்கள்: (1) கோ.குமரேசன், 728, வெப்பமரம் தெரு, மேனப்பூடி, சொரக்காய்பேட்டை, பள்ளிப்பட்டு. (2) ச.மணிகண்டன், 6-எ/5, நடு தெரு, மேனப்பூடி, சொரக்காய்ப் பேட்டை, பள்ளிப்பட்டு. [1146,782,1476,852]
paragraph: துணை அமைப்பாளர்கள்: (1) லி.சோமசேகர், 147, சாமியர் தெரு, பொம்மராஜ்பேட்டை. (2) ஜோ.டென்னுல்கர், 146, ராஜா தெரு, பொம்மராஜ்பேட்டை. (3) ஏ.ஜோதுத் குமார், 418/372, கோட்டை தெரு, பொம்மராஜ்பேட்டை. [423,2023,753,2093]
bagam-row: பாகம் – 92 : ஏ.விமல், 226, பிரதான சாலை, கீச்சலம். [423,1261,753,1280]
paragraph: துணை அமைப்பாளர்கள்: (1) சீ.சந்திரபாபு, 542, மேல் ஈதலகுப்பம். (2) ஏ.கிரண், 152, அம்பேத்கர் தெரு, கீழ் நெடுங்கல். [423,111,753,162]
branch-heading: கோணசமுத்திரம் கிளை [151,1194,301,1209]
paragraph: அமைப்பாளர்: கே.ஜெய்கிருஷ்ணா, 13-ஜி, ராமா நாயுடு கண்டிகை, பள்ளிப்பட்டு. [785,2114,1115,2146]
branch-heading: பொம்மராஜ்பேட்டை இருளர் குடியிருப்பு கிளை [435,2104,740,2120]
paragraph: அமைப்பாளர்: மோ.அரிஷ், 49, கிருஷ்ணர் கோயில் தெரு, வெங்கல்ராஜ் குப்பம். [423,1586,753,1618]
paragraph: அமைப்பாளர்: ர.ராஜேஷ், 191/1, தபால் நிலையத் தெரு, காக்களூர், பள்ளிப்பட்டு. [785,1552,1115,1584]
section-label: பாக அமைப்பாளர்கள்: [890,191,1009,204]
bagam-number: பாகம் – 73 [423,1730,481,1743]
paragraph: துணை அமைப்பாளர்கள்: (1) ரா.ரமேஷ், 412-எ, பள்ளித்தெரு, மேல் நெடுங்கல். (2) அ.அண்ணாமலை, 412-பி, பள்ளித்தெரு, மேல் நெடுங்கல். (3) ரா.அஜ்ஜன், 412-சி, பள்ளித்தெரு, மேல் நெடுங்கல். [61,1953,391,2023]
bagam-number: பாகம் – 95 [1146,1829,1204,1842]
paragraph: அமைப்பாளர்: ஏ.ஆறுமுகம், 677, வெப்பமரம் தெரு, மேனப்பூடி, சொரக்காய்பேட்டை, பள்ளிப்பட்டு. [1146,740,1476,772]
panchayat-banner: நொச்சிலி ஊராட்சி [1207,1914,1415,1940]
branch-heading: வெங்கல்ராஜிகுப்பம் கிளை [501,1561,675,1577]
branch-heading: பொம்மராஜ்பேட்டை காலணர் நகர் கிளை [455,1808,721,1824]
bagam-number: பாகம் – 96 [1146,1870,1204,1883]
bagam-text: வெ.சுஜேந்திரன், கீளப்பூடி குடியிருப்பு, பள்ளிப்பட்டு. [875,649,1115,681]
paragraph: துணை அமைப்பாளர்கள்: (1) சி.கோகுல் கிருஷ்ணன், 120, விநாயகர் கோயில் தெரு, கீளப்பூடி. (2) பா.பண்ணீர்செல்வம், 194, இராமர் கோவில் தெரு, கீளப்பூடி. (3) ச.சசாந்த்குமார், 166, இராமர் கோயில் தெரு, கீளப்பூடி. [785,547,1115,617]
bagam-row: பாகம் – 95 : வேணுகோபால், 2/332, கன்னிகாபுரம், பள்ளிப்பட்டு. [1147,1826,1476,1864]
paragraph: துணை அமைப்பாளர்கள்: (1) வெ.பூபாலன், 269, பெரிய தெரு, தளபதி நகர், கோணசமுத்திரம், பள்ளிப்பட்டு. (2) முரஞ்சித், 146, சாலை வீதி, கோணசமுத்திரம், பள்ளிப்பட்டு. [61,1132,391,1183]
paragraph: துணை அமைப்பாளர்கள்: (1) பி.திருமலை, பெரிய தெரு, கோணசமுத்திரம். (2) தே.கொண்டுராவ், 233, பெரிய தெரு, கோணசமுத்திரம். [61,875,391,926]
bagam-row: பாகம் – 74 : ராஜேசுகோ, 9, பாத்தகுப்பம், கொத்தகுப்பம், பள்ளிப்பட்டு. [785,1298,1115,1336]
branch-heading: கொத்தப்பள்ளி கிளை [1242,1231,1380,1247]
paragraph: துணை அமைப்பாளர்கள்: (1) கோ.அபிஷேக், பழைய குடியிருப்பு, கோணசமுத்திரம். (2) சே.தேவன், கோயில் தெரு, கோணசமுத்திரம். [61,598,391,649]
bagam-number: பாகம் – 26 [785,254,843,267]
paragraph: அமைப்பாளர்: சீ.ராஜேஷ், 66, மாரியம்மன் கோயில் தெரு, கீளப்பூடி. [785,357,1115,389]
branch-heading: ஆதிதிராவிடர் குடியிருப்பு கிளை [121,1906,331,1922]
paragraph: அமைப்பாளர்: பெபிரேம்குமார், 172, இராமர் கோயில் தெரு, கீளப்பூடி. [785,505,1115,537]
bagam-text: பி.ஆர்.மோகன், 225, கொத்தகொல்ல கண்டிகை, கோணசமுத்திரம். [513,1730,753,1762]
paragraph: அமைப்பாளர்: சீ.விமல் கிருஷ்ணா, 7-ஏ, கிருஷ்ணர் கோயில் தெரு, நெடுங்கல். [423,474,753,506]
paragraph: துணை அமைப்பாளர்கள்: (1) மு.மதன், 430, இந்திரா குடியிருப்பு, கோணசமுத்திரம். (2) ச.ஆரிக்குமார், 398, ரோடு தெரு, கோணசமுத்திரம். (3) தெ.மதன், 421, இந்திரா நகர், கோணசமுத்திரம். [61,322,391,393]
paragraph: அமைப்பாளர்: ச.பிரகாஷ், 2/250, தபால் அலுவலகம் தெரு, நொச்சிலி. [1146,2307,1476,2339]
paragraph: அமைப்பாளர்: வெமுருதகிருஷ்ணயா, 86, கோயில் தெரு, கொத்தகுப்பம், பள்ளிப்பட்டு. [785,1048,1115,1080]
panchayat-banner: கோணசமுத்திரம் ஊராட்சி [122,240,331,266]
branch-heading: கொத்தகுப்பம் கிளை [882,875,1016,891]
bagam-text: ராஜேசுகோ, 9, பாத்தகுப்பம், கொத்தகுப்பம், பள்ளிப்பட்டு. [875,1301,1115,1333]
branch-heading: கீளப்பூடி கிளை [900,480,999,496]
panchayat-banner: கீச்சலம் ஊராட்சி [483,743,692,769]
bagam-text: ஏ.விமல், 226, பிரதான சாலை, கீச்சலம். [513,1264,718,1277]
bagam-text: மோ.பாண்டியன், 419, பள்ளித்தெரு, மேல் நெடுங்கல், பள்ளிப்பட்டு. [513,658,753,690]
paragraph: துணை அமைப்பாளர்கள்: (1) கோ.பிரவின் குமார், 223, பிரதான சாலை, பொம்மராஜ்பேட்டை. (2) மு.கிரண் யாதவ், 399, கம்பலர் தெரு, பொம்மராஜ்பேட்டை. (3) மு.சுசில் குமார், 452/404, யாதவர் தெரு, பொம்மராஜ்பேட்டை. [423,1875,753,1945]
branch-heading: இருளர் குடியிருப்பு கிளை [143,1629,309,1645]
paragraph: துணை அமைப்பாளர்கள்: (1) ஈ.சுரேஷ், 43, கோயில் தெரு, பாத்தகுப்பம். (2) க.சந்தோஷ், 24பி, கோவில் தெரு, பாத்தகுப்பம். (3) வ.கார்த்திக், 157, கோவில் தெரு, பாத்தகுப்பம். [785,794,1115,864]
section-label: பாக அமைப்பாளர்: [1260,281,1361,294]
paragraph: துணை அமைப்பாளர்கள்: (1) ம.ராஜேஷ், 247/255, நடுத்தெரு, சொரக்காய்பேட்டை, பள்ளிப்பட்டு. (2) ர.சந்திரன், 135/142, ஒத்தவாடைத் தெரு, சொரக்காய்பேட்டை, பள்ளிப்பட்டு. (3) ச.சரவணன், 413, வண்ணார பேட்டை தெரு, சொரக்காய்பேட்டை, பள்ளிப்பட்டு. [1146,448,1476,538]
branch-heading: கொத்தகல்ல கண்டிகை கிளை [495,1323,681,1339]
bagam-text: தே.முத்துராசபதி, 276, ரோடு தெரு, பொம்மராஜிப்பேட்டை. [875,254,1115,286]
issue-date: சென்னை 05.12.2025 [45,51,402,88]
paragraph: துணை அமைப்பாளர்கள்: (1) மோ.சதீபா, 39, பெரியார் தெரு, காக்களூர், பேட்டை கண்டிகை. (2) க.சுரேஷ், 125, போஸ்ட் ஆபீஸ் தெரு, காக்களூர், பேட்டை கண்டிகை. (3) கா.தனுஷ், 148, கோயில் தெரு, காக்களூர். (4) கே.பிரவசராஜன், 209, போஸ்ட் ஆபீஸ் தெரு, காக்களூர். [785,1427,1115,1516]
paragraph: அமைப்பாளர்: ச.திலீப்குமார், 13, பெரிய தெரு, காக்களூர். [785,1404,1083,1417]
panchayat-banner: இராமாபுரம் ஊராட்சி [483,1289,692,1314]
section-label: பாக அமைப்பாளர்: [898,1879,1000,1892]
paragraph: துணை அமைப்பாளர்கள்: (1) பெ.ஜோஷு, 3/50-டி, கோரகுப்பம், கிருஷ்ணமாராஜகுப்பம், பள்ளிப்பட்டு. (2) க.திலேஷ், 3/614, கோரகுப்பம், கிருஷ்ணமாராஜகுப்பம், பள்ளிப்பட்டு. (3) மு.அன்பரசு, 3/418, நேதாஜி தெரு, பாலகிருஷ்ணாபுரம், கிருஷ்ணமாராஜகுப்பம், பள்ளிப்பட்டு. (4) ரா.சாம்சினிலம், 2/500, பாலகிருஷ்ணாபுரம், கிருஷ்ணமாராஜகுப்பம், பள்ளிப்பட்டு. [1146,1669,1476,1797]
paragraph: துணை அமைப்பாளர்கள்: (1) வெதினேஷ், 441, காந்தி நகர், நெடுங்கல். (2) வெ.புருஷோத்தமன், 441, காந்தி நகர், நெடுங்கல். (3) டி.விமல், 429, காந்தி நகர், நெடுங்கல் மேல் நெடுங்கல். [61,1824,391,1895]
paragraph: துணை அமைப்பாளர்கள்: (1) கி.ஜெயந்த், 70, கோயில் தெரு, கொத்தகுப்பம், பள்ளிப்பட்டு. (2) பு.வெங்கடேஷ், 103, கோயில் தெரு, கொத்தகுப்பம், பள்ளிப்பட்டு. [785,1089,1115,1140]
bagam-number: பாகம் – 90 [423,699,481,712]
bagam-number: பாகம் – 28 [1146,884,1204,897]
column-1 [61,107,396,2319]
bagam-text: சபிரதாப், 417, குட்டைத் தெரு, பொம்மராஜி பேட்டை, பள்ளிப்பட்டு. [875,213,1115,245]
paragraph: துணை அமைப்பாளர்கள்: (1) கோ.ஹரிஷ், 124/1, கிருஷ்ணர் கோயில் தெரு, ராமா நாயுடு கண்டிகை, பள்ளிப்பட்டு. (2) கோ.ராமசந்திரன், 141, கிருஷ்ணர் கோயில் தெரு, ராமா நாயுடு கண்டிகை. (3) ம.வெங்கடேஷ், 111, ராமா நாயுடு கண்டிகை, பள்ளிப்பட்டு. [785,2156,1115,2245]
